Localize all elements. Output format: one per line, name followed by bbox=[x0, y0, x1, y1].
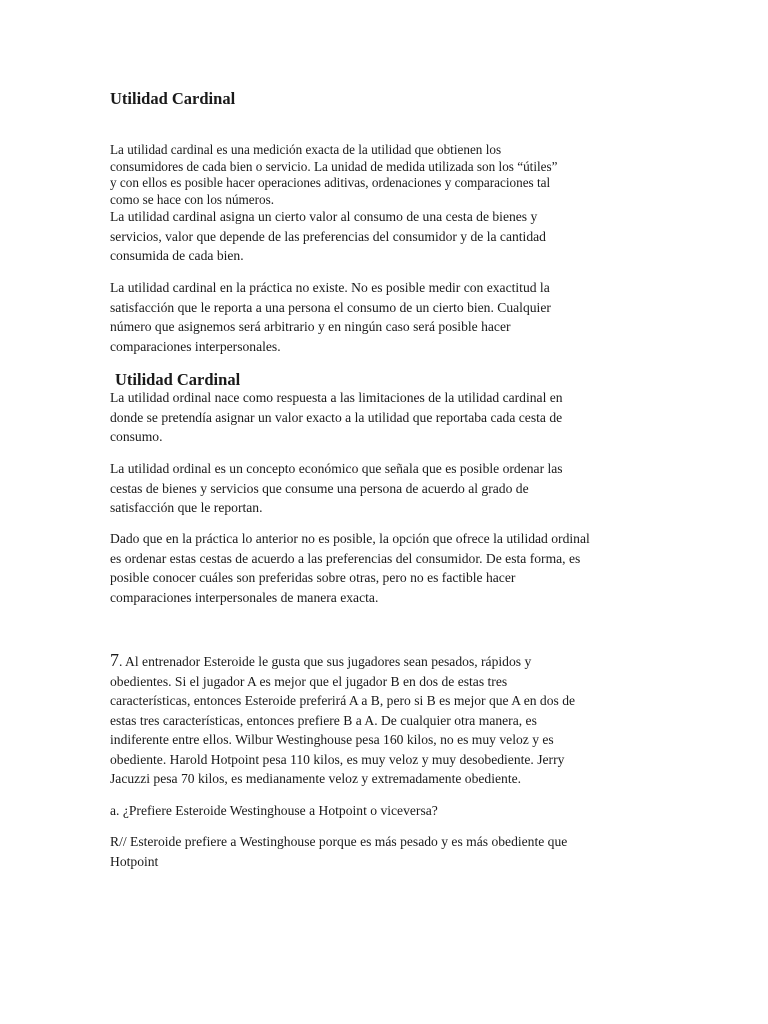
text-line: estas tres características, entonces prefiere B a A. De cualquier otra manera, es bbox=[110, 712, 537, 728]
exercise-statement bbox=[110, 651, 650, 789]
paragraph-practice bbox=[110, 278, 650, 356]
text-line: La utilidad cardinal es una medición exacta de la utilidad que obtienen los bbox=[110, 142, 502, 157]
text-line: obediente. Harold Hotpoint pesa 110 kilos, es muy veloz y muy desobediente. Jerry bbox=[110, 751, 565, 767]
text-line: es ordenar estas cestas de acuerdo a las preferencias del consumidor. De esta forma, es bbox=[110, 550, 581, 566]
text-line: La utilidad ordinal nace como respuesta a las limitaciones de la utilidad cardinal en bbox=[110, 390, 563, 405]
text-line: consumida de cada bien. bbox=[110, 248, 244, 263]
text-line: La utilidad cardinal asigna un cierto valor al consumo de una cesta de bienes y bbox=[110, 209, 538, 224]
text-line: La utilidad cardinal en la práctica no existe. No es posible medir con exactitud la bbox=[110, 280, 550, 295]
paragraph-definition bbox=[110, 142, 650, 208]
paragraph-ordinal-ordering bbox=[110, 529, 650, 607]
text-line: R// Esteroide prefiere a Westinghouse porque es más pesado y es más obediente que bbox=[110, 834, 568, 849]
paragraph-ordinal-concept bbox=[110, 459, 650, 518]
section-title-utilidad-cardinal: Utilidad Cardinal bbox=[110, 89, 236, 108]
text-line: como se hace con los números. bbox=[110, 191, 275, 207]
text-line: y con ellos es posible hacer operaciones aditivas, ordenaciones y comparaciones tal bbox=[110, 175, 551, 190]
text-line: Dado que en la práctica lo anterior no es posible, la opción que ofrece la utilidad ordinal bbox=[110, 531, 590, 546]
text-line: La utilidad ordinal es un concepto económico que señala que es posible ordenar las bbox=[110, 461, 563, 476]
text-line: donde se pretendía asignar un valor exacto a la utilidad que reportaba cada cesta de bbox=[110, 409, 563, 425]
text-line: satisfacción que le reportan. bbox=[110, 500, 263, 515]
text-line: cestas de bienes y servicios que consume una persona de acuerdo al grado de bbox=[110, 480, 529, 496]
exercise-answer-a bbox=[110, 832, 650, 871]
section-title-utilidad-ordinal: Utilidad Cardinal bbox=[115, 370, 241, 389]
text-line: número que asignemos será arbitrario y en ningún caso será posible hacer bbox=[110, 319, 511, 334]
text-line: indiferente entre ellos. Wilbur Westinghouse pesa 160 kilos, no es muy veloz y es bbox=[110, 732, 554, 747]
exercise-question-a bbox=[110, 801, 650, 821]
text-line: características, entonces Esteroide preferirá A a B, pero si B es mejor que A en dos de bbox=[110, 693, 576, 708]
text-line bbox=[110, 651, 650, 672]
text-line: comparaciones interpersonales de manera exacta. bbox=[110, 589, 379, 605]
text-line: Hotpoint bbox=[110, 853, 159, 869]
text-line: servicios, valor que depende de las preferencias del consumidor y de la cantidad bbox=[110, 228, 546, 244]
text-line: obedientes. Si el jugador A es mejor que el jugador B en dos de estas tres bbox=[110, 673, 508, 689]
exercise-first-line: . Al entrenador Esteroide le gusta que sus jugadores sean pesados, rápidos y bbox=[119, 654, 532, 669]
text-line: consumo. bbox=[110, 429, 163, 444]
text-line: a. ¿Prefiere Esteroide Westinghouse a Hotpoint o viceversa? bbox=[110, 803, 438, 818]
paragraph-assignment bbox=[110, 207, 650, 266]
text-line: comparaciones interpersonales. bbox=[110, 338, 281, 354]
paragraph-ordinal-origin bbox=[110, 388, 650, 447]
text-line: satisfacción que le reporta a una persona el consumo de un cierto bien. Cualquier bbox=[110, 299, 551, 315]
text-line: posible conocer cuáles son preferidas sobre otras, pero no es factible hacer bbox=[110, 570, 516, 585]
exercise-number: 7 bbox=[110, 650, 119, 670]
text-line: Jacuzzi pesa 70 kilos, es medianamente veloz y extremadamente obediente. bbox=[110, 771, 522, 786]
text-line: consumidores de cada bien o servicio. La unidad de medida utilizada son los “útiles” bbox=[110, 158, 558, 174]
